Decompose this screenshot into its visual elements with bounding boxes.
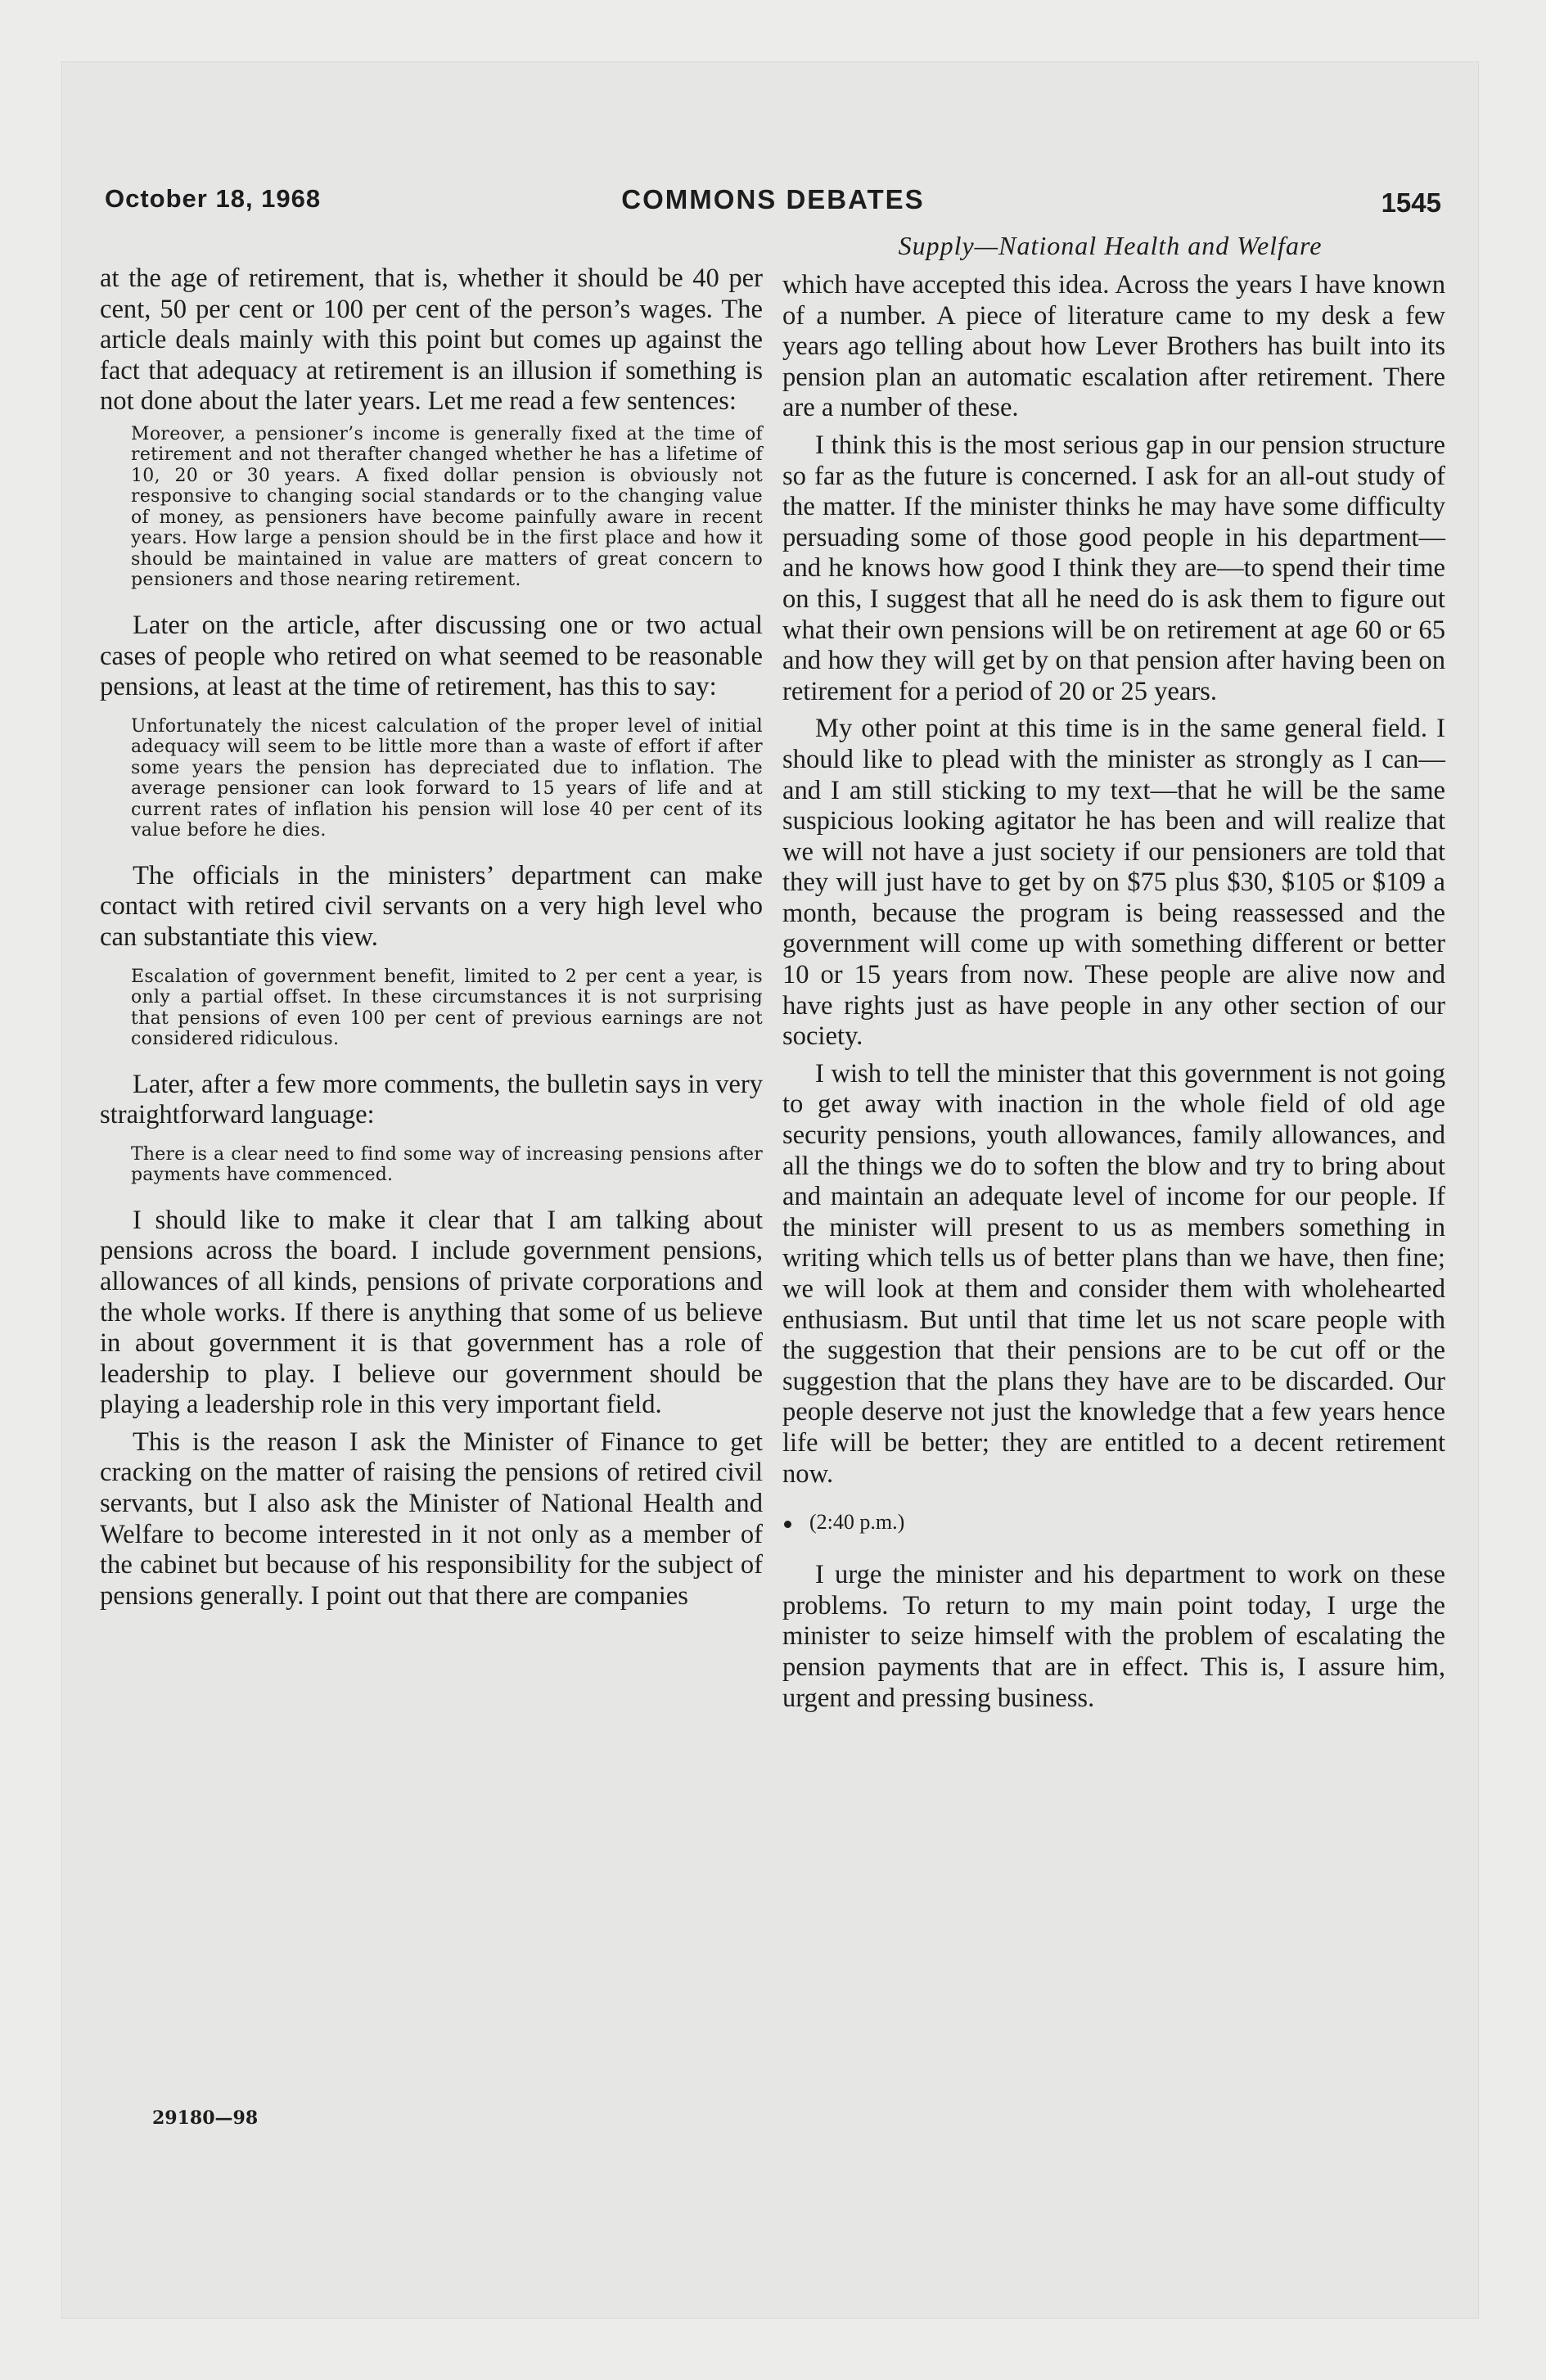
- paragraph: I should like to make it clear that I am talking about pensions across the board. I include government pensions, allowances of all kinds, pensions of private corporations and the whole works. If there is anything that some of us believe in about government it is that government has a role of leadership to play. I believe our government should be playing a leadership role in this very important field.: [100, 1205, 763, 1420]
- footer-code: 29180—98: [152, 2107, 259, 2129]
- paragraph: The officials in the ministers’ department can make contact with retired civil servants on a very high level who can substantiate this view.: [100, 860, 763, 952]
- left-column: [100, 264, 763, 1611]
- section-subheader: Supply—National Health and Welfare: [898, 231, 1323, 260]
- bullet-icon: [784, 1521, 791, 1528]
- header-date: October 18, 1968: [105, 184, 322, 213]
- paragraph: Later on the article, after discussing one or two actual cases of people who retired on what seemed to be reasonable pensions, at least at the time of retirement, has this to say:: [100, 610, 763, 702]
- block-quote: Escalation of government benefit, limited to 2 per cent a year, is only a partial offset. In these circumstances it is not surprising that pensions of even 100 per cent of previous earnings are not considered ridiculous.: [131, 966, 763, 1050]
- timestamp: [782, 1508, 1445, 1537]
- page-header: [105, 184, 1441, 233]
- block-quote: Unfortunately the nicest calculation of the proper level of initial adequacy will seem to be little more than a waste of effort if after some years the pension has depreciated due to inflation. The average pensioner can look forward to 15 years of life and at current rates of inflation his pension will lose 40 per cent of its value before he dies.: [131, 715, 763, 841]
- right-column: [782, 270, 1445, 1714]
- paragraph: at the age of retirement, that is, whether it should be 40 per cent, 50 per cent or 100 per cent of the person’s wages. The article deals mainly with this point but comes up against the fact that adequacy at retirement is an illusion if something is not done about the later years. Let me read a few sentences:: [100, 264, 763, 417]
- paragraph: My other point at this time is in the same general field. I should like to plead with the minister as strongly as I can—and I am still sticking to my text—that he will be the same suspicious looking agitator he has been and will realize that we will not have a just society if our pensioners are told that they will just have to get by on $75 plus $30, $105 or $109 a month, because the program is being reassessed and the government will come up with something different or better 10 or 15 years from now. These people are alive now and have rights just as have people in any other section of our society.: [782, 714, 1445, 1052]
- paragraph: I think this is the most serious gap in our pension structure so far as the future is concerned. I ask for an all-out study of the matter. If the minister thinks he may have some difficulty persuading some of those good people in his department—and he knows how good I think they are—to spend their time on this, I suggest that all he need do is ask them to figure out what their own pensions will be on retirement at age 60 or 65 and how they will get by on that pension after having been on retirement for a period of 20 or 25 years.: [782, 430, 1445, 706]
- timestamp-text: (2:40 p.m.): [809, 1510, 905, 1535]
- block-quote: There is a clear need to find some way of increasing pensions after payments have commenced.: [131, 1143, 763, 1186]
- paragraph: Later, after a few more comments, the bulletin says in very straightforward language:: [100, 1069, 763, 1130]
- block-quote: Moreover, a pensioner’s income is generally fixed at the time of retirement and not therafter changed whether he has a lifetime of 10, 20 or 30 years. A fixed dollar pension is obviously not responsive to changing social standards or to the changing value of money, as pensioners have become painfully aware in recent years. How large a pension should be in the first place and how it should be maintained in value are matters of great concern to pensioners and those nearing retirement.: [131, 423, 763, 591]
- paragraph: which have accepted this idea. Across the years I have known of a number. A piece of literature came to my desk a few years ago telling about how Lever Brothers has built into its pension plan an automatic escalation after retirement. There are a number of these.: [782, 270, 1445, 423]
- paragraph: I wish to tell the minister that this government is not going to get away with inaction in the whole field of old age security pensions, youth allowances, family allowances, and all the things we do to soften the blow and try to bring about and maintain an adequate level of income for our people. If the minister will present to us as members something in writing which tells us of better plans than we have, then fine; we will look at them and consider them with wholehearted enthusiasm. But until that time let us not scare people with the suggestion that their pensions are to be cut off or the suggestion that the plans they have are to be discarded. Our people deserve not just the knowledge that a few years hence life will be better; they are entitled to a decent retirement now.: [782, 1058, 1445, 1489]
- paragraph: This is the reason I ask the Minister of Finance to get cracking on the matter of raising the pensions of retired civil servants, but I also ask the Minister of National Health and Welfare to become interested in it not only as a member of the cabinet but because of his responsibility for the subject of pensions generally. I point out that there are companies: [100, 1427, 763, 1611]
- header-page-number: 1545: [1381, 187, 1441, 218]
- paragraph: I urge the minister and his department to work on these problems. To return to my main point today, I urge the minister to seize himself with the problem of escalating the pension payments that are in effect. This is, I assure him, urgent and pressing business.: [782, 1560, 1445, 1713]
- header-title: COMMONS DEBATES: [621, 184, 925, 214]
